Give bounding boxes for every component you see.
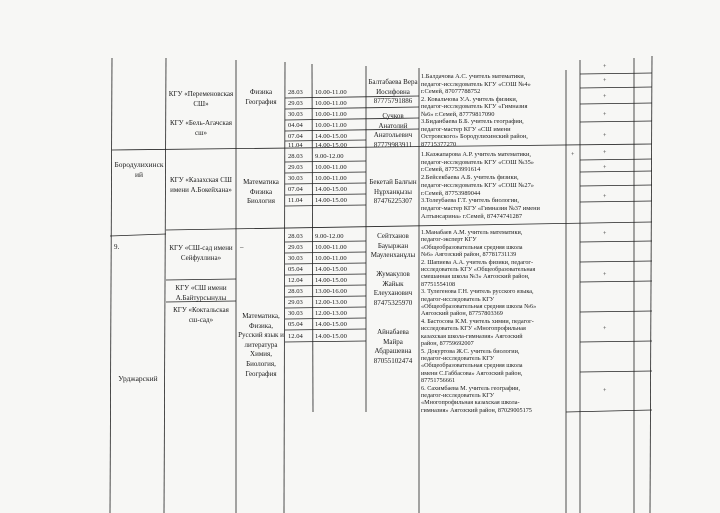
mentor-line: имени С.Габбасова» Аягозский район, [421,369,523,377]
mentor-line: Островского» Бородулихинский район, [421,133,528,140]
date: 11.04 [288,142,303,149]
teacher: Сучков Анатолий Анатольевич 87779983911 [373,112,413,149]
plus-mark: + [603,150,607,156]
mentor-line: гимназия» Аягозский район, 87029005175 [421,406,532,414]
plus-mark: + [603,272,607,278]
mentor-line: 6. Сахимбаева М. учитель географии, [421,384,521,392]
time: 10.00-11.00 [315,244,347,251]
date: 30.03 [288,111,303,118]
time: 14.00-15.00 [315,142,347,149]
mentor-line: 5. Докуртова Ж.С. учитель биологии, [421,347,520,355]
mentor-line: г.Семей, 87753989044 [421,189,481,197]
subject-list [238,178,284,207]
time: 9.00-12.00 [315,233,344,240]
time: 14.00-15.00 [315,197,347,204]
mentor-line: 3. Тулегенова Г.Н. учитель русского языка, [421,288,534,296]
mentor-line: педагог-исследователь КГУ «Гимназия [421,103,528,110]
mentor-line: смешанная школа №3» Аягозский район, [421,273,530,281]
time: 14.00-15.00 [315,186,347,193]
time: 10.00-11.00 [315,100,347,107]
mentor-line: район, 87759692007 [421,340,474,348]
time: 14.00-15.00 [315,321,347,328]
subject: Физика, [249,321,273,330]
time: 10.00-11.00 [315,111,347,118]
date: 29.03 [288,164,303,171]
time: 10.00-11.00 [315,255,347,262]
time: 12.00-13.00 [315,310,347,317]
date: 28.03 [288,89,303,96]
subject: Математика, [242,312,280,320]
mentor-line: 87715377270 [421,140,457,148]
mentor-line: 3.Толеубаева Г.Т. учитель биологии, [421,197,520,205]
mentor-line: г.Семей, 87077788752 [421,88,481,95]
mentor-line: 1.Балдачова А.С. учитель математики, [421,73,526,80]
subject: География [245,369,277,378]
mentor-line: №6» г.Семей, 87779817090 [421,110,495,118]
subject: Русский язык и литература [238,331,284,349]
school-name: КГУ «Переменовская СШ» [168,90,234,108]
school-name: КГУ «Казахская СШ имени А.Бокейхана» [170,176,232,194]
teacher: Бекетай Балғын Нұрханқызы 87476225307 [369,178,417,206]
date: 11.04 [288,197,303,204]
mentor-line: 4. Бастосова К.М. учитель химии, педагог- [421,317,534,325]
teacher: Жумакулов Жайык Елеуханович 87475325970 [373,270,413,307]
time: 12.00-13.00 [315,299,347,306]
subject: Биология [246,197,275,206]
mentor-line: педагог-исследователь КГУ [421,354,495,362]
mentor-line: исследователь КГУ «Многопрофильная [421,325,526,333]
mentor-list [421,73,565,148]
date: 30.03 [288,255,303,262]
teacher: Сейтханов Бауыржан Мауленханұлы [370,232,416,260]
region-borodulikhinsky: Бородулихинский [114,160,164,179]
date: 29.03 [288,100,303,107]
region-urdzharsky: Урджарский [118,374,158,383]
mentor-line: педагог-эксперт КГУ [421,236,477,244]
plus-mark: + [603,194,607,200]
time: 10.00-11.00 [315,122,347,129]
mentor-line: 1.Казжапарова А.Р. учитель математики, [421,151,532,158]
school-name: КГУ «СШ-сад имени Сейфуллина» [169,244,233,262]
mentor-line: 87751554108 [421,280,456,288]
mentor-line: педагог-исследователь КГУ «СОШ №27» [421,181,534,189]
date: 30.03 [288,175,303,182]
mentor-line: «Многопрофильная казахская школа- [421,399,520,407]
subject: Физика [249,88,273,96]
time: 9.00-12.00 [315,153,344,160]
mentor-list [421,151,565,220]
mentor-line: Алтынсарина» г.Семей, 87474741287 [421,212,523,220]
school-name: КГУ «СШ имени А.Байтурсынулы [175,284,227,302]
subject: Химия, [250,350,272,359]
time: 14.00-15.00 [315,133,347,140]
mentor-line: 87751756661 [421,377,456,385]
mentor-line: г.Семей, 87753991614 [421,166,481,174]
mentor-line: Аягозский район, 87757803369 [421,310,503,318]
school-name: КГУ «Бель-Агачская сш» [169,119,233,137]
mentor-line: педагог-мастер КГУ «СШ имени [421,125,511,133]
mentor-line: 2.Бейсекбаева А.Б. учитель физики, [421,174,519,182]
mentor-line: №6» Аягозский район, 87781731139 [421,251,517,259]
plus-mark: + [603,78,607,84]
time: 14.00-15.00 [315,266,347,273]
date: 05.04 [288,266,303,273]
date: 07.04 [288,186,303,193]
plus-mark: + [603,231,607,237]
row-number-9: 9. [114,243,120,251]
plus-mark: + [603,112,607,118]
mentor-line: «Общеобразовательная средняя школа №6» [421,303,537,311]
subject-list [238,312,284,379]
time: 14.00-15.00 [315,277,347,284]
plus-mark: + [603,94,607,100]
mentor-line: педагог-исследователь КГУ [421,391,495,399]
time: 14.00-15.00 [315,333,347,340]
subject-list [238,88,284,107]
date: 04.04 [288,122,303,129]
date: 29.03 [288,244,303,251]
dash-mark: – [240,243,244,251]
date: 07.04 [288,133,303,140]
time: 10.00-11.00 [315,175,347,182]
mentor-line: 1.Манабаев А.М. учитель математики, [421,229,523,236]
date: 30.03 [288,310,303,317]
date: 28.03 [288,288,303,295]
mentor-line: исследователь КГУ «Общеобразовательная [421,266,536,274]
time: 13.00-16.00 [315,288,347,295]
mentor-line: педагог-исследователь КГУ «СОШ №35» [421,158,534,166]
mentor-line: педагог-исследователь КГУ «СОШ №4» [421,80,531,88]
mentor-line: казахская школа-гимназия» Аягозский [421,332,523,340]
date: 05.04 [288,321,303,328]
mentor-line: 2. Ковальчова У.А. учитель физики, [421,95,518,103]
teacher: Айнабаева Майра Абдрашевна 87055102474 [373,328,413,365]
date: 28.03 [288,233,303,240]
mentor-line: 3.Биданбаева Б.Б. учитель географии, [421,118,524,125]
plus-mark: + [571,152,575,158]
plus-mark: + [603,64,607,70]
plus-mark: + [603,388,607,394]
mentor-line: «Общеобразовательная средняя школа [421,362,523,370]
time: 10.00-11.00 [315,164,347,171]
mentor-line: «Общеобразовательная средняя школа [421,243,523,251]
plus-mark: + [603,133,607,139]
plus-mark: + [603,326,607,332]
mentor-line: 2. Шапиева А.А. учитель физики, педагог- [421,258,534,266]
date: 28.03 [288,153,303,160]
mentor-line: педагог-исследователь КГУ [421,295,495,303]
school-list [168,90,234,138]
subject: Математика [243,178,279,186]
teacher: Балтабаева Вера Иосифовна 87775791886 [368,78,418,106]
time: 10.00-11.00 [315,89,347,96]
subject: Физика [249,187,273,196]
subject: Биология, [246,359,276,368]
date: 12.04 [288,277,303,284]
date: 12.04 [288,333,303,340]
date: 29.03 [288,299,303,306]
mentor-list [421,229,565,414]
school-name: КГУ «Коктальская сш-сад» [173,306,229,324]
subject: География [245,97,277,106]
plus-mark: + [603,165,607,171]
mentor-line: педагог-мастер КГУ «Гимназия №37 имени [421,204,540,212]
